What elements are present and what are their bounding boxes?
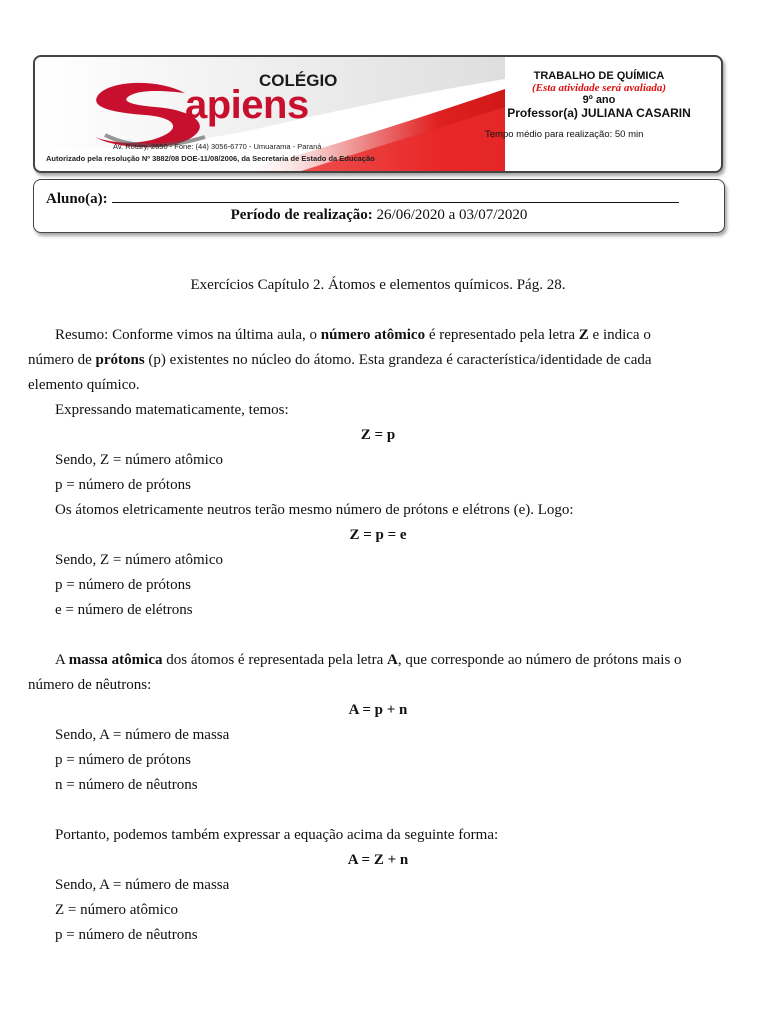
student-label: Aluno(a):	[46, 191, 108, 207]
assignment-title: TRABALHO DE QUÍMICA	[533, 70, 665, 82]
document-content	[28, 276, 728, 944]
definition-line: p = número de nêutrons	[55, 927, 198, 943]
summary-line-2: número de prótons (p) existentes no núcleo do átomo. Esta grandeza é característica/identidade de cada	[28, 352, 652, 368]
definition-line: Z = número atômico	[55, 902, 179, 918]
definition-line: Sendo, Z = número atômico	[55, 452, 224, 468]
logo-college-text: COLÉGIO	[259, 71, 338, 90]
school-authorization: Autorizado pela resolução Nº 3882/08 DOE-11/08/2006, da Secretaria de Estado da Educação	[46, 154, 375, 163]
summary-line-1: Resumo: Conforme vimos na última aula, o número atômico é representado pela letra Z e indica o	[55, 327, 651, 343]
equation-4: A = Z + n	[347, 852, 409, 868]
exercise-heading: Exercícios Capítulo 2. Átomos e elementos químicos. Pág. 28.	[190, 277, 566, 293]
logo-name-text: apiens	[185, 83, 309, 127]
express-line: Expressando matematicamente, temos:	[55, 402, 289, 418]
student-name-line	[46, 188, 679, 208]
period-line	[34, 207, 724, 224]
student-box	[33, 179, 725, 233]
header-box	[33, 55, 723, 173]
assignment-info	[481, 70, 717, 140]
equation-1: Z = p	[360, 427, 396, 443]
equation-3: A = p + n	[348, 702, 408, 718]
neutral-atoms-line: Os átomos eletricamente neutros terão mesmo número de prótons e elétrons (e). Logo:	[55, 502, 574, 518]
student-name-field[interactable]	[112, 188, 679, 203]
school-address: Av. Rotary, 2650 - Fone: (44) 3056-6770 - Umuarama - Paraná	[113, 142, 322, 151]
period-value: 26/06/2020 a 03/07/2020	[376, 207, 528, 223]
definition-line: Sendo, A = número de massa	[55, 877, 230, 893]
period-label: Período de realização:	[230, 207, 373, 223]
mass-line-1: A massa atômica dos átomos é representada pela letra A, que corresponde ao número de prótons mais o	[55, 652, 682, 668]
summary-line-3: elemento químico.	[28, 377, 140, 393]
estimated-time: Tempo médio para realização: 50 min	[485, 129, 644, 140]
definition-line: p = número de prótons	[55, 752, 191, 768]
teacher-name: Professor(a) JULIANA CASARIN	[507, 106, 691, 120]
definition-line: Sendo, Z = número atômico	[55, 552, 224, 568]
grade-label: 9º ano	[582, 94, 616, 106]
definition-line: Sendo, A = número de massa	[55, 727, 230, 743]
assignment-note: (Esta atividade será avaliada)	[531, 82, 667, 94]
mass-line-2: número de nêutrons:	[28, 677, 152, 693]
definition-line: p = número de prótons	[55, 577, 191, 593]
definition-line: p = número de prótons	[55, 477, 191, 493]
therefore-line: Portanto, podemos também expressar a equação acima da seguinte forma:	[55, 827, 499, 843]
school-logo	[35, 57, 505, 173]
definition-line: e = número de elétrons	[55, 602, 193, 618]
definition-line: n = número de nêutrons	[55, 777, 198, 793]
equation-2: Z = p = e	[349, 527, 407, 543]
